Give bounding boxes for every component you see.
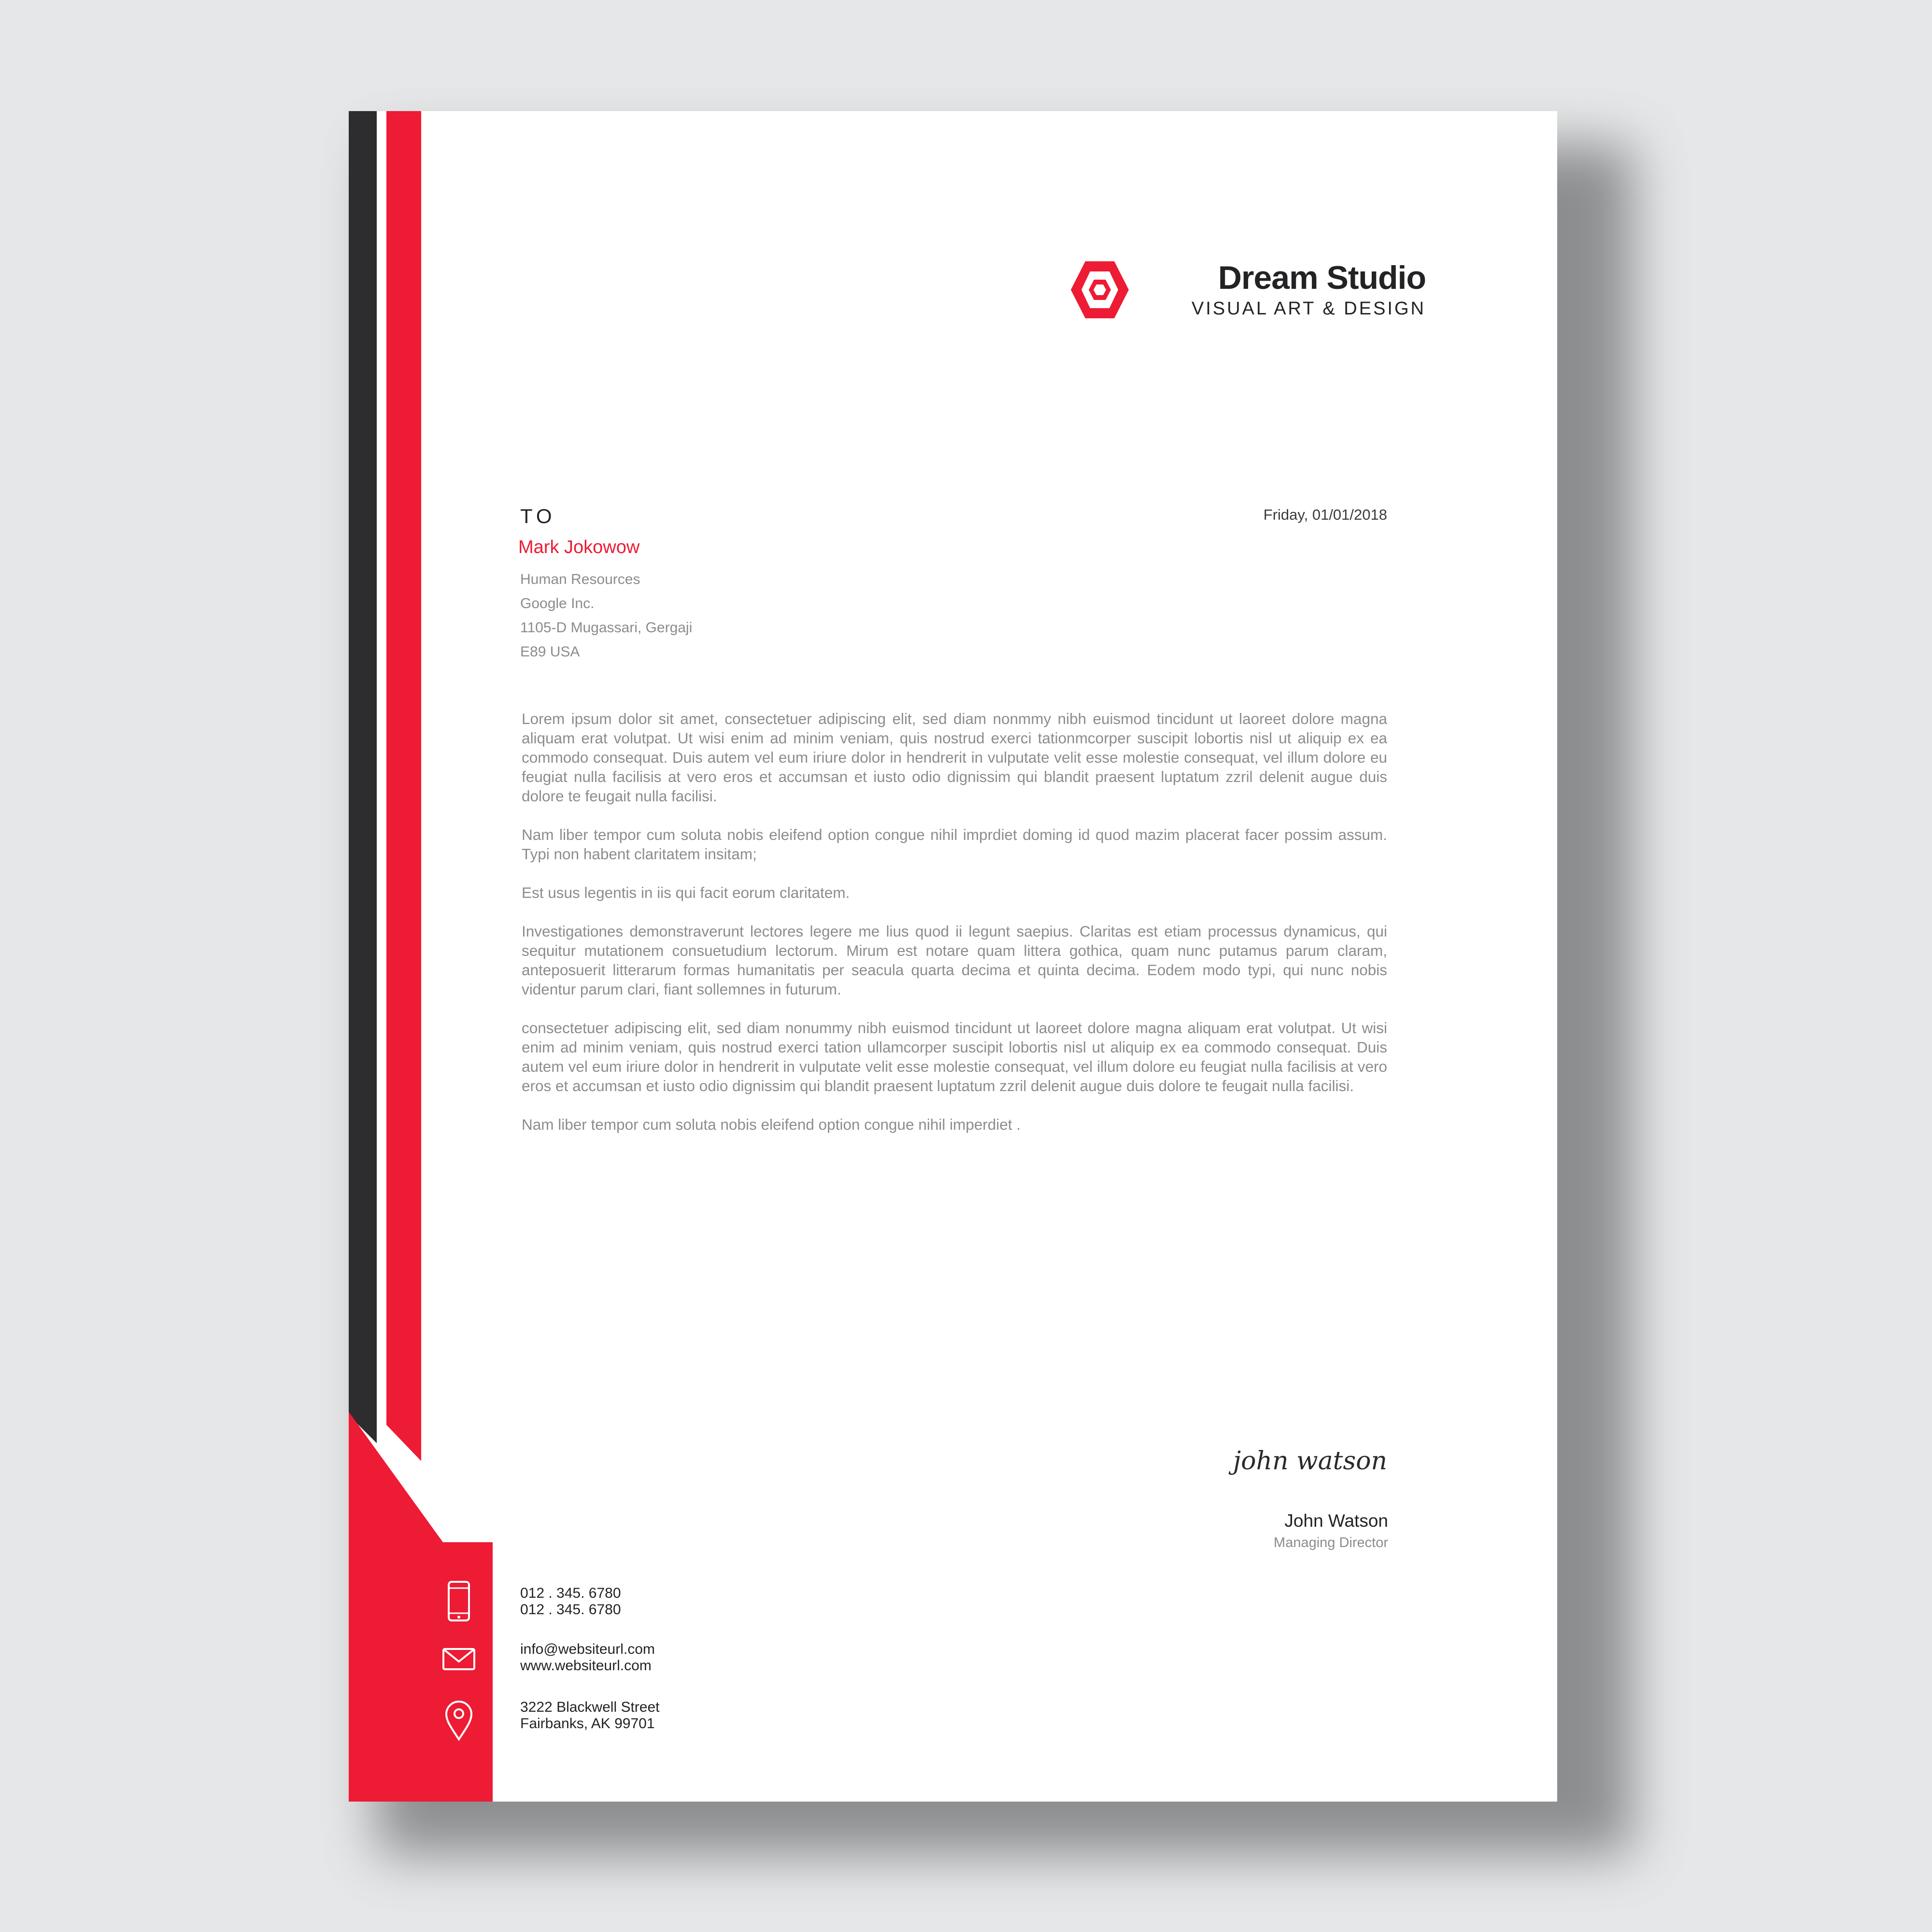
city-line: Fairbanks, AK 99701 xyxy=(520,1716,655,1732)
dark-stripe xyxy=(349,111,377,1443)
letter-date: Friday, 01/01/2018 xyxy=(1263,506,1387,523)
email-line: info@websiteurl.com xyxy=(520,1641,655,1657)
body-paragraph: Nam liber tempor cum soluta nobis eleifend option congue nihil imperdiet . xyxy=(522,1116,1021,1133)
address-line: Human Resources xyxy=(520,571,640,587)
signer-title: Managing Director xyxy=(1274,1535,1388,1550)
location-pin-icon xyxy=(441,1698,476,1741)
brand-tagline: VISUAL ART & DESIGN xyxy=(1191,298,1426,319)
address-line: 1105-D Mugassari, Gergaji xyxy=(520,620,693,636)
body-paragraph: Investigationes demonstraverunt lectores legere me lius quod ii legunt saepius. Claritas est etiam processus dynamicus, qui sequitur mutationem consuetudium lectorum. Mirum est notare quam littera gothica, quam nunc putamus parum claram, anteposuerit litterarum formas humanitatis per seacula quarta decima et quinta decima. Eodem modo typi, qui nunc nobis videntur parum clari, fiant sollemnes in futurum. xyxy=(522,923,1387,998)
address-line: E89 USA xyxy=(520,644,580,660)
mail-icon xyxy=(441,1636,476,1680)
postal-address xyxy=(520,1699,660,1732)
recipient-address xyxy=(520,568,692,664)
street-line: 3222 Blackwell Street xyxy=(520,1699,660,1715)
body-paragraph: Est usus legentis in iis qui facit eorum claritatem. xyxy=(522,884,850,901)
brand-name: Dream Studio xyxy=(1218,259,1426,296)
handwritten-signature: john watson xyxy=(1233,1447,1387,1476)
body-paragraph: Nam liber tempor cum soluta nobis eleifend option congue nihil imprdiet doming id quod mazim placerat facer possim assum. Typi non habent claritatem insitam; xyxy=(522,826,1387,863)
red-stripe xyxy=(386,111,421,1461)
letterhead-page xyxy=(349,111,1557,1802)
body-paragraph: Lorem ipsum dolor sit amet, consectetuer adipiscing elit, sed diam nonmmy nibh euismod tincidunt ut laoreet dolore magna aliquam erat volutpat. Ut wisi enim ad minim veniam, quis nostrud exerci tationmcorper suscipit lobortis nisl ut aliquip ex ea commodo consequat. Duis autem vel eum iriure dolor in hendrerit in vulputate velit esse molestie consequat, vel illum dolore eu feugiat nulla facilisis at vero eros et accumsan et iusto odio dignissim qui blandit praesent luptatum zzril delenit augue duis dolore te feugait nulla facilisi. xyxy=(522,710,1387,805)
body-paragraph: consectetuer adipiscing elit, sed diam nonummy nibh euismod tincidunt ut laoreet dolore magna aliquam erat volutpat. Ut wisi enim ad minim veniam, quis nostrud exerci tation ullamcorper suscipit lobortis nisl ut aliquip ex ea commodo consequat. Duis autem vel eum iriure dolor in hendrerit in vulputate velit esse molestie consequat, vel illum dolore eu feugiat nulla facilisis at vero eros et accumsan et iusto odio dignissim qui blandit praesent luptatum zzril delenit augue duis dolore te feugait nulla facilisi. xyxy=(522,1019,1387,1094)
recipient-name: Mark Jokowow xyxy=(518,537,640,557)
phone-line: 012 . 345. 6780 xyxy=(520,1602,621,1618)
website-line: www.websiteurl.com xyxy=(520,1658,652,1674)
to-label: TO xyxy=(520,505,556,527)
signer-name: John Watson xyxy=(1284,1511,1388,1531)
brand-block xyxy=(1146,258,1426,320)
letter-body xyxy=(522,709,1387,1153)
web-contacts xyxy=(520,1641,655,1674)
phone-numbers xyxy=(520,1585,621,1618)
phone-icon xyxy=(441,1579,476,1623)
phone-line: 012 . 345. 6780 xyxy=(520,1585,621,1601)
address-line: Google Inc. xyxy=(520,596,595,611)
hexagon-logo-icon xyxy=(1068,258,1131,321)
